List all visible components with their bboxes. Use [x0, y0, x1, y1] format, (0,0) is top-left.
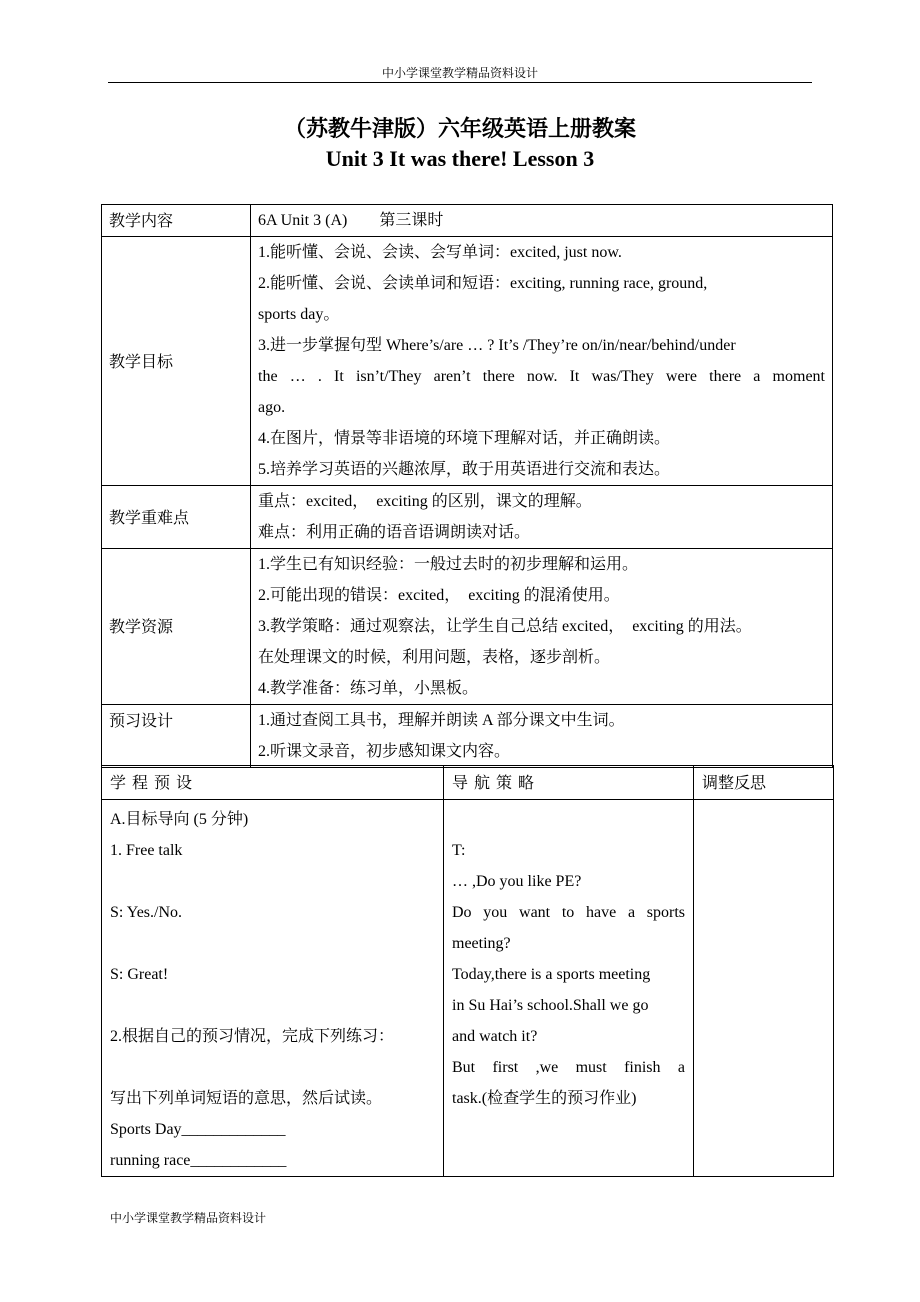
text-line: 2.能听懂、会说、会读单词和短语：exciting, running race, ground,: [258, 275, 708, 292]
text-line: 重点：excited， exciting 的区别，课文的理解。: [258, 493, 592, 510]
row-value-objectives: [251, 237, 833, 486]
text-line: But first ,we must finish a: [452, 1059, 685, 1076]
blank-line: [110, 990, 435, 1021]
text-line: 2.可能出现的错误：excited， exciting 的混淆使用。: [258, 587, 620, 604]
text-line: 1.通过查阅工具书，理解并朗读 A 部分课文中生词。: [258, 712, 625, 729]
text-line: 3.教学策略：通过观察法，让学生自己总结 excited， exciting 的用法。: [258, 618, 752, 635]
page-header: 中小学课堂教学精品资料设计: [381, 66, 538, 80]
row-value-key-points: [251, 486, 833, 549]
text-line: running race____________: [110, 1152, 287, 1169]
col-header-strategy: 导航策略: [444, 766, 694, 800]
text-line: 2.根据自己的预习情况，完成下列练习：: [110, 1028, 395, 1045]
text-line: ago.: [258, 399, 286, 416]
text-line: 写出下列单词短语的意思，然后试读。: [110, 1090, 383, 1107]
text-line: task.(检查学生的预习作业): [452, 1090, 637, 1107]
text-line: A.目标导向 (5 分钟): [110, 811, 249, 828]
text-line: 5.培养学习英语的兴趣浓厚，敢于用英语进行交流和表达。: [258, 461, 671, 478]
text-line: T:: [452, 842, 466, 859]
text-line: and watch it?: [452, 1028, 538, 1045]
text-line: 2.听课文录音，初步感知课文内容。: [258, 743, 511, 760]
text-line: 3.进一步掌握句型 Where’s/are … ? It’s /They’re on/in/near/behind/under: [258, 337, 736, 354]
text-line: S: Yes./No.: [110, 904, 183, 921]
table-row: [102, 800, 834, 1177]
text-line: 难点：利用正确的语音语调朗读对话。: [258, 524, 531, 541]
row-label-preview: 预习设计: [102, 705, 251, 768]
document-subtitle: Unit 3 It was there! Lesson 3: [325, 146, 595, 171]
reflection-cell: [694, 800, 834, 1177]
strategy-cell: [444, 800, 694, 1177]
text-line: 1.能听懂、会说、会读、会写单词：excited, just now.: [258, 244, 622, 261]
text-line: in Su Hai’s school.Shall we go: [452, 997, 649, 1014]
text-line: … ,Do you like PE?: [452, 873, 582, 890]
table-row: [102, 237, 833, 486]
blank-line: [110, 928, 435, 959]
text-line: the … . It isn’t/They aren’t there now. It was/They were there a moment: [258, 368, 825, 385]
text-line: 4.教学准备：练习单，小黑板。: [258, 680, 479, 697]
text-line: 在处理课文的时候，利用问题，表格，逐步剖析。: [258, 649, 611, 666]
page-footer: 中小学课堂教学精品资料设计: [110, 1211, 267, 1225]
table-header-row: [102, 766, 834, 800]
text-line: meeting?: [452, 935, 511, 952]
text-line: sports day。: [258, 306, 340, 323]
text-line: Do you want to have a sports: [452, 904, 685, 921]
text-line: Sports Day_____________: [110, 1121, 286, 1138]
col-header-process: 学程预设: [102, 766, 444, 800]
process-cell: [102, 800, 444, 1177]
table-row: [102, 705, 833, 768]
lesson-plan-table: [101, 204, 833, 768]
row-value-content: [251, 205, 833, 237]
teaching-process-table: [101, 765, 834, 1177]
text-line: 4.在图片，情景等非语境的环境下理解对话，并正确朗读。: [258, 430, 671, 447]
table-row: [102, 205, 833, 237]
text-line: S: Great!: [110, 966, 169, 983]
header-divider: [108, 82, 812, 83]
col-header-reflection: 调整反思: [694, 766, 834, 800]
blank-line: [110, 866, 435, 897]
row-label-key-points: 教学重难点: [102, 486, 251, 549]
text-line: 6A Unit 3 (A) 第三课时: [258, 212, 444, 229]
document-title: （苏教牛津版）六年级英语上册教案: [283, 116, 636, 142]
blank-line: [452, 804, 685, 835]
row-value-resources: [251, 549, 833, 705]
row-label-objectives: 教学目标: [102, 237, 251, 486]
row-label-resources: 教学资源: [102, 549, 251, 705]
text-line: 1.学生已有知识经验：一般过去时的初步理解和运用。: [258, 556, 639, 573]
blank-line: [110, 1052, 435, 1083]
row-label-content: 教学内容: [102, 205, 251, 237]
text-line: 1. Free talk: [110, 842, 183, 859]
text-line: Today,there is a sports meeting: [452, 966, 651, 983]
table-row: [102, 486, 833, 549]
row-value-preview: [251, 705, 833, 768]
table-row: [102, 549, 833, 705]
